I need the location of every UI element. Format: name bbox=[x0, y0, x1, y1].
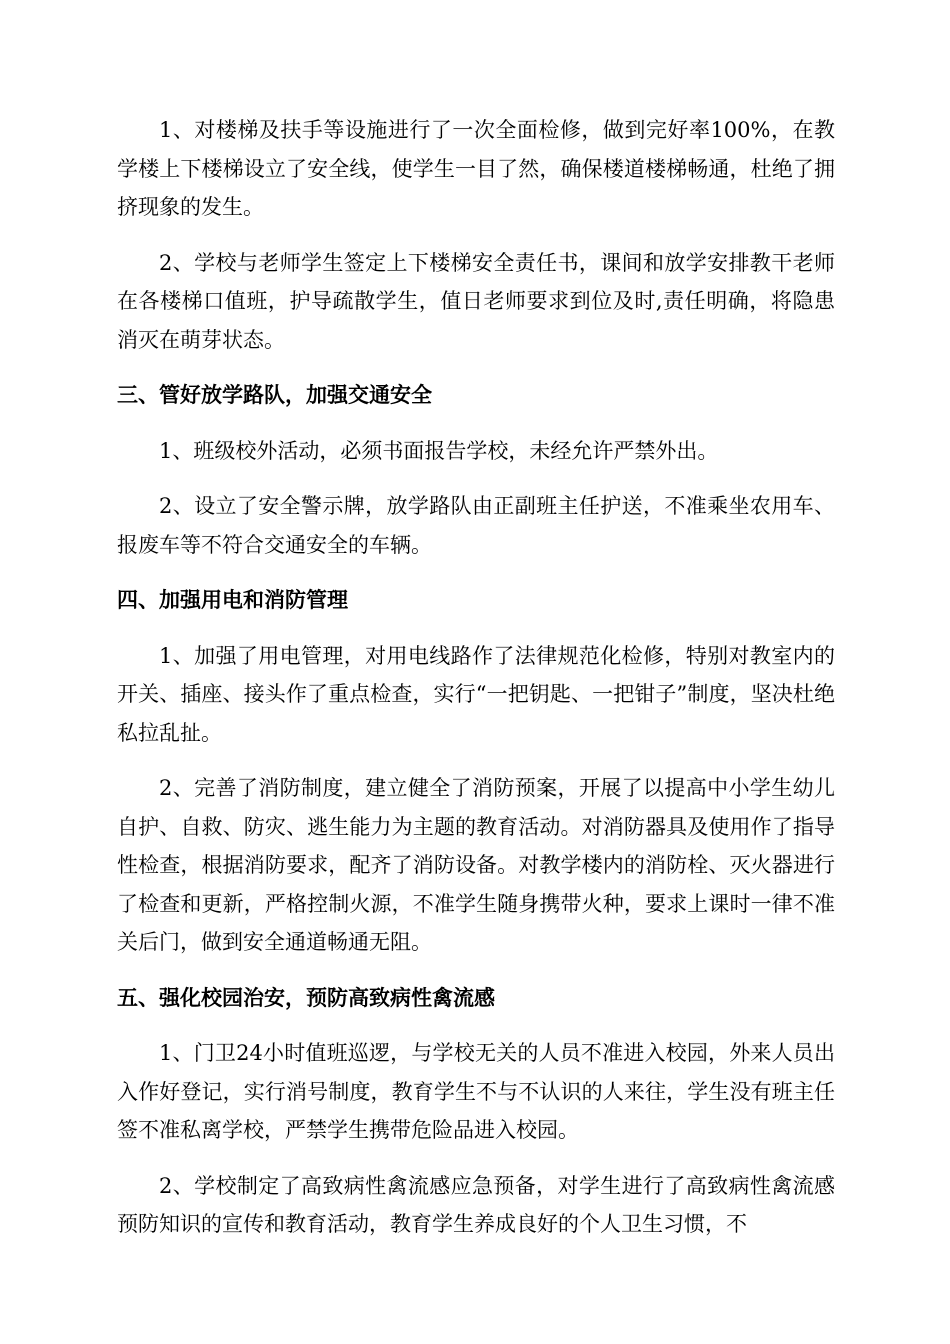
paragraph-fire-safety: 2、完善了消防制度，建立健全了消防预案，开展了以提高中小学生幼儿自护、自救、防灾、逃生能力为主题的教育活动。对消防器具及使用作了指导性检查，根据消防要求，配齐了消防设备。对教学楼内的消防栓、灭火器进行了检查和更新，严格控制火源，不准学生随身携带火种，要求上课时一律不准关后门，做到安全通道畅通无阻。 bbox=[117, 776, 835, 954]
paragraph-flu-prevention: 2、学校制定了高致病性禽流感应急预备，对学生进行了高致病性禽流感预防知识的宣传和教育活动，教育学生养成良好的个人卫生习惯，不 bbox=[117, 1173, 835, 1236]
section-heading-security-flu: 五、强化校园治安，预防高致病性禽流感 bbox=[117, 985, 495, 1010]
paragraph-electricity: 1、加强了用电管理，对用电线路作了法律规范化检修，特别对教室内的开关、插座、接头作了重点检查，实行“一把钥匙、一把钳子”制度，坚决杜绝私拉乱扯。 bbox=[117, 643, 835, 745]
section-heading-traffic: 三、管好放学路队，加强交通安全 bbox=[117, 383, 432, 407]
paragraph-stairs-duty: 2、学校与老师学生签定上下楼梯安全责任书，课间和放学安排教干老师在各楼梯口值班，护导疏散学生，值日老师要求到位及时,责任明确，将隐患消灭在萌芽状态。 bbox=[117, 250, 835, 352]
paragraph-guard-patrol: 1、门卫24小时值班巡逻，与学校无关的人员不准进入校园，外来人员出入作好登记，实行消号制度，教育学生不与不认识的人来往，学生没有班主任签不准私离学校，严禁学生携带危险品进入校园。 bbox=[117, 1041, 835, 1142]
paragraph-warning-signs: 2、设立了安全警示牌，放学路队由正副班主任护送，不准乘坐农用车、报废车等不符合交通安全的车辆。 bbox=[117, 494, 835, 557]
paragraph-stairs-inspection: 1、对楼梯及扶手等设施进行了一次全面检修，做到完好率100%，在教学楼上下楼梯设立了安全线，使学生一目了然，确保楼道楼梯畅通，杜绝了拥挤现象的发生。 bbox=[117, 118, 835, 219]
section-heading-electricity-fire: 四、加强用电和消防管理 bbox=[117, 588, 348, 612]
paragraph-outdoor-activity: 1、班级校外活动，必须书面报告学校，未经允许严禁外出。 bbox=[159, 438, 719, 463]
document-body bbox=[117, 111, 835, 1261]
